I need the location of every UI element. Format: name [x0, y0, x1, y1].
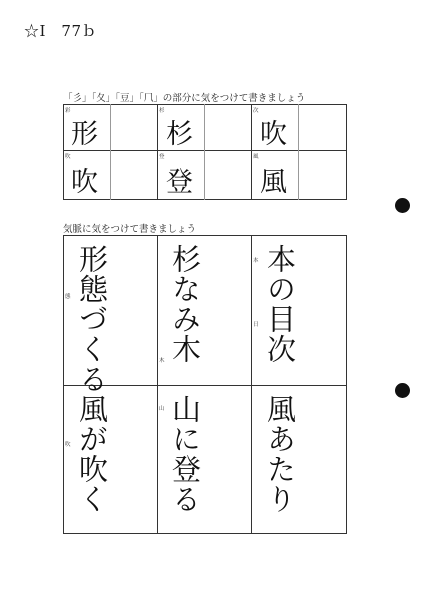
section2-title: 気脈に気をつけて書きましょう	[63, 224, 197, 235]
cell-label: 態	[65, 294, 71, 300]
handwriting: 本の目次	[263, 244, 297, 364]
cell-label: 吹	[65, 442, 71, 448]
handwriting: 登	[166, 167, 194, 198]
handwriting: 山に登る	[168, 394, 202, 514]
handwriting: 吹	[260, 119, 288, 150]
handwriting: 風	[260, 167, 288, 198]
grid-line	[346, 235, 347, 534]
cell-label: 登	[159, 154, 165, 160]
cell-label: 木	[159, 358, 165, 364]
page-header: ☆Ⅰ 77ｂ	[24, 22, 98, 40]
cell-label: 風	[253, 154, 259, 160]
cell-label: 吹	[65, 154, 71, 160]
cell-label: 日	[253, 322, 259, 328]
cell-label: 次	[253, 108, 259, 114]
cell-label: 山	[159, 406, 165, 412]
grid-line	[157, 235, 158, 534]
cell-label: 彩	[65, 108, 71, 114]
grid-line	[251, 235, 252, 534]
handwriting: 杉なみ木	[168, 244, 202, 364]
handwriting: 杉	[166, 119, 194, 150]
punch-hole-icon	[395, 383, 410, 398]
grid-line	[63, 235, 64, 534]
punch-hole-icon	[395, 198, 410, 213]
grid-line	[63, 533, 347, 534]
grid-line	[63, 235, 347, 236]
section1-title: 「彡」「夂」「豆」「𠘨」の部分に気をつけて書きましょう	[63, 93, 306, 104]
handwriting: 吹	[71, 167, 99, 198]
handwriting: 風が吹く	[75, 394, 109, 514]
handwriting: 形態づくる	[75, 244, 109, 394]
cell-label: 杉	[159, 108, 165, 114]
cell-label: 本	[253, 258, 259, 264]
handwriting: 風あたり	[263, 394, 297, 514]
handwriting: 形	[71, 119, 99, 150]
